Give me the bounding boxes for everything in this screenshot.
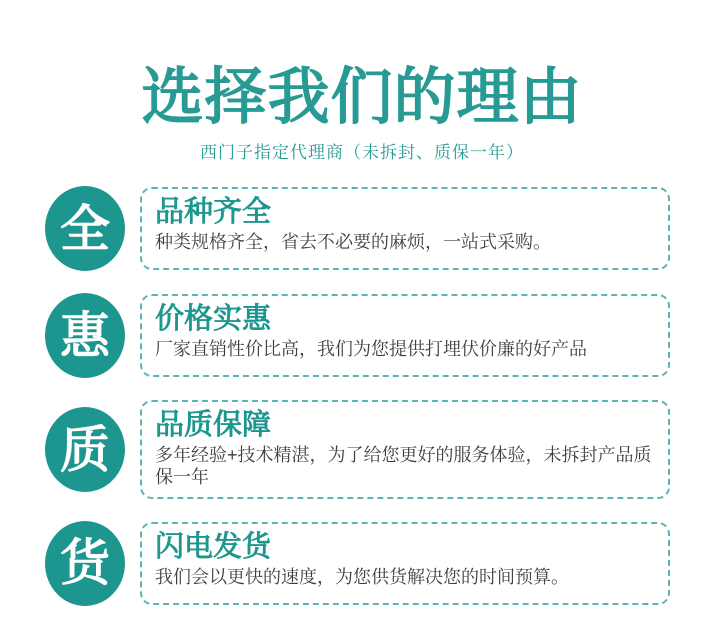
badge-quan: 全 — [45, 186, 125, 271]
card-heading: 闪电发货 — [155, 530, 272, 563]
section-shipping — [45, 521, 724, 606]
page-header — [0, 0, 724, 163]
section-price — [45, 293, 724, 378]
card-description: 我们会以更快的速度，为您供货解决您的时间预算。 — [155, 566, 569, 587]
badge-zhi: 质 — [45, 407, 125, 492]
section-quality — [45, 400, 724, 499]
card-heading: 品质保障 — [155, 409, 272, 442]
card-variety — [140, 187, 670, 270]
page-subtitle: 西门子指定代理商（未拆封、质保一年） — [200, 143, 524, 163]
section-variety — [45, 186, 724, 271]
card-heading: 价格实惠 — [155, 303, 272, 336]
page-title: 选择我们的理由 — [141, 64, 583, 132]
card-heading: 品种齐全 — [155, 196, 272, 229]
reason-sections — [0, 186, 724, 606]
badge-huo: 货 — [45, 521, 125, 606]
card-quality — [140, 400, 670, 499]
card-description: 多年经验+技术精湛，为了给您更好的服务体验，未拆封产品质保一年 — [155, 444, 652, 487]
card-shipping — [140, 522, 670, 605]
card-price — [140, 294, 670, 377]
card-description: 厂家直销性价比高，我们为您提供打埋伏价廉的好产品 — [155, 338, 587, 359]
badge-hui: 惠 — [45, 293, 125, 378]
card-description: 种类规格齐全，省去不必要的麻烦，一站式采购。 — [155, 231, 551, 252]
